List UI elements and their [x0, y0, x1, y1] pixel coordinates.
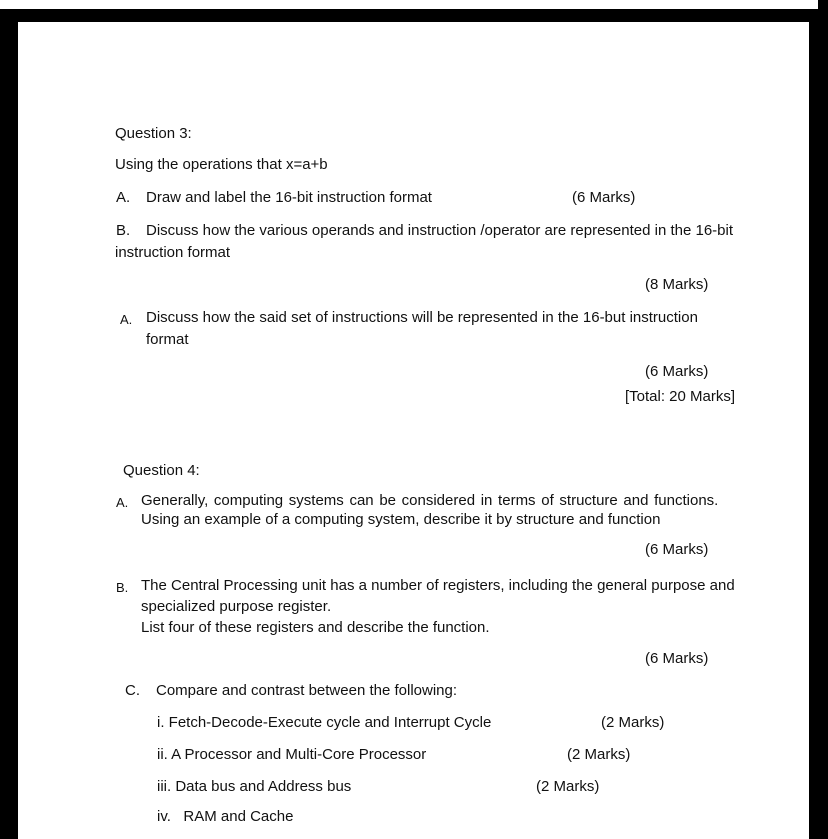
- q4-b-line2: specialized purpose register.: [141, 598, 332, 615]
- q4-b-marks: (6 Marks): [645, 650, 709, 667]
- q3-c-line1: Discuss how the said set of instructions will be represented in the 16-but instruction: [146, 309, 698, 326]
- q4-b-line3: List four of these registers and describe the function.: [141, 619, 490, 636]
- q4-a-marks: (6 Marks): [645, 541, 709, 558]
- q4-c-item-2: ii. A Processor and Multi-Core Processor: [157, 746, 427, 763]
- q4-c-item-1: i. Fetch-Decode-Execute cycle and Interrupt Cycle: [157, 714, 492, 731]
- q4-c-text: Compare and contrast between the following:: [156, 682, 458, 699]
- q4-c-item-1-marks: (2 Marks): [601, 714, 665, 731]
- q4-b-line1: The Central Processing unit has a number of registers, including the general purpose and: [141, 577, 735, 594]
- q3-b-line1: Discuss how the various operands and instruction /operator are represented in the 16-bit: [146, 222, 733, 239]
- q3-b-line2: instruction format: [115, 244, 231, 261]
- q3-intro: Using the operations that x=a+b: [115, 156, 328, 173]
- top-page-edge: [0, 0, 818, 9]
- q4-c-item-2-marks: (2 Marks): [567, 746, 631, 763]
- q3-a-marks: (6 Marks): [572, 189, 636, 206]
- q3-title: Question 3:: [115, 125, 192, 142]
- q4-a-label: A.: [116, 495, 129, 510]
- q4-title: Question 4:: [123, 462, 200, 479]
- q3-a-label: A.: [116, 189, 131, 206]
- q3-a-text: Draw and label the 16-bit instruction format: [146, 189, 432, 206]
- q4-c-item-3: iii. Data bus and Address bus: [157, 778, 352, 795]
- q3-b-marks: (8 Marks): [645, 276, 709, 293]
- q4-c-item-3-marks: (2 Marks): [536, 778, 600, 795]
- q4-b-label: B.: [116, 580, 129, 595]
- q4-a-line1: Generally, computing systems can be considered in terms of structure and functions.: [141, 492, 719, 509]
- q4-c-label: C.: [125, 682, 140, 699]
- q3-b-label: B.: [116, 222, 131, 239]
- q4-c-item-4: iv. RAM and Cache: [157, 808, 294, 825]
- q3-c-line2: format: [146, 331, 189, 348]
- q3-c-marks: (6 Marks): [645, 363, 709, 380]
- document-page: [18, 22, 809, 839]
- q3-total: [Total: 20 Marks]: [625, 388, 736, 405]
- q3-c-label: A.: [120, 312, 133, 327]
- q4-a-line2: Using an example of a computing system, describe it by structure and function: [141, 511, 661, 528]
